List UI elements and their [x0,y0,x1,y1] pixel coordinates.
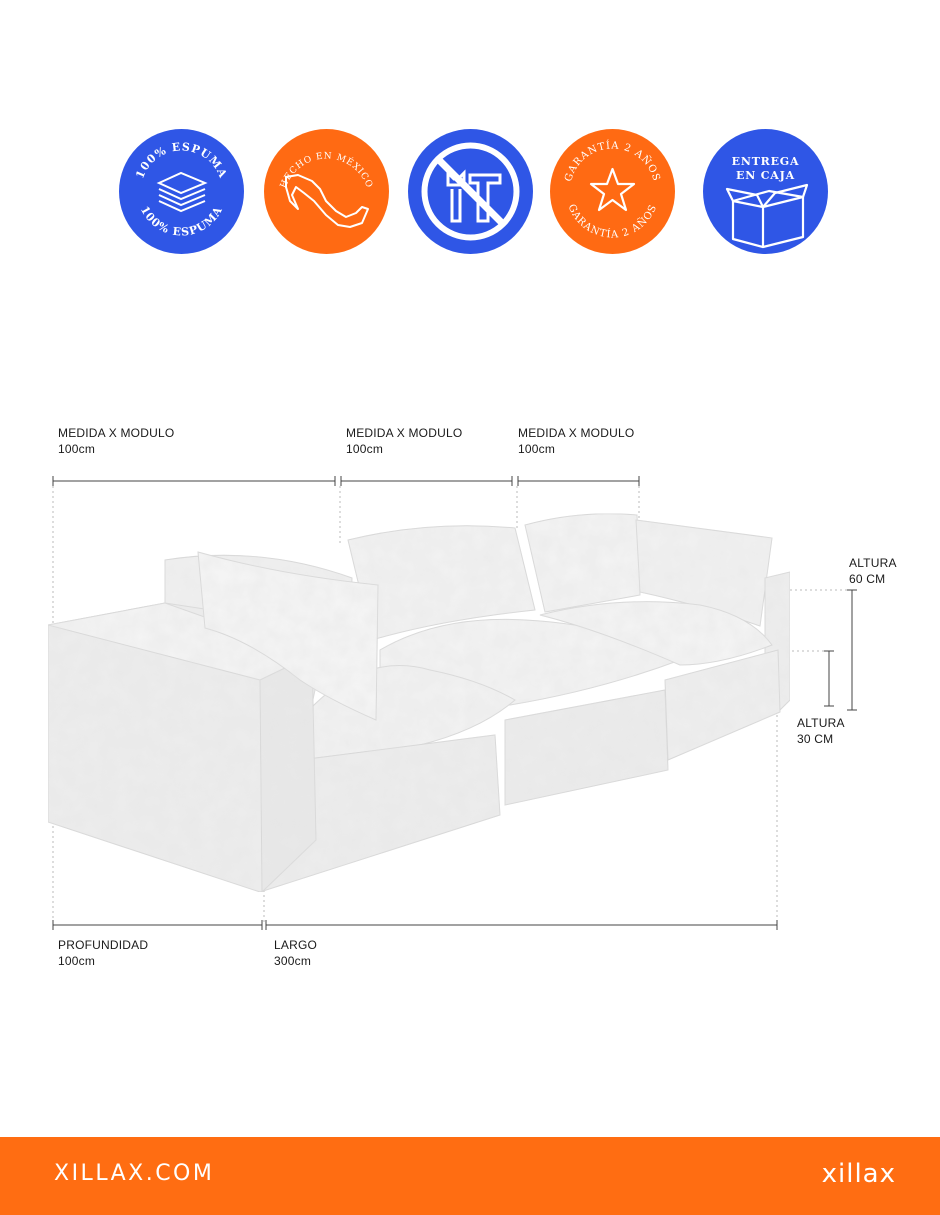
footer-website-link[interactable]: XILLAX.COM [54,1161,215,1186]
label-length-title: LARGO [274,938,318,952]
label-module-1-title: MEDIDA X MODULO [58,426,175,440]
label-module-2-value: 100cm [346,442,384,456]
label-module-1 [58,425,174,457]
label-module-3 [518,425,634,457]
badge-made-in-mexico [264,129,389,254]
brand-logo: xillax [821,1159,896,1189]
label-module-2-title: MEDIDA X MODULO [346,426,463,440]
label-height-back-value: 60 CM [849,572,886,586]
base-dimension-lines [53,920,777,930]
label-height-back-title: ALTURA [849,556,897,570]
badge-warranty-text-bottom: GARANTÍA 2 AÑOS [565,202,660,241]
label-module-3-value: 100cm [518,442,556,456]
badge-box-line2: EN CAJA [736,169,795,182]
badge-foam-text-bottom: 100% ESPUMA [137,203,226,239]
badge-no-tools [408,129,533,254]
badge-box-line1: ENTREGA [731,155,800,168]
label-module-2 [346,425,462,457]
module-dimension-lines [53,476,639,486]
badge-foam [119,129,244,254]
badge-warranty [550,129,675,254]
badge-foam-text-top: 100% ESPUMA [133,140,230,181]
label-height-seat-value: 30 CM [797,732,834,746]
label-height-seat-title: ALTURA [797,716,845,730]
label-module-1-value: 100cm [58,442,96,456]
label-depth-value: 100cm [58,954,96,968]
footer-bar [0,1137,940,1215]
badge-warranty-text-top: GARANTÍA 2 AÑOS [563,140,662,184]
badge-mexico-text: HECHO EN MÉXICO [278,151,375,190]
sofa-diagram [0,460,940,950]
label-length-value: 300cm [274,954,312,968]
badge-delivery-box [703,129,828,254]
sofa-image [48,514,790,892]
label-depth-title: PROFUNDIDAD [58,938,149,952]
height-dimension-lines [824,590,857,710]
label-module-3-title: MEDIDA X MODULO [518,426,635,440]
